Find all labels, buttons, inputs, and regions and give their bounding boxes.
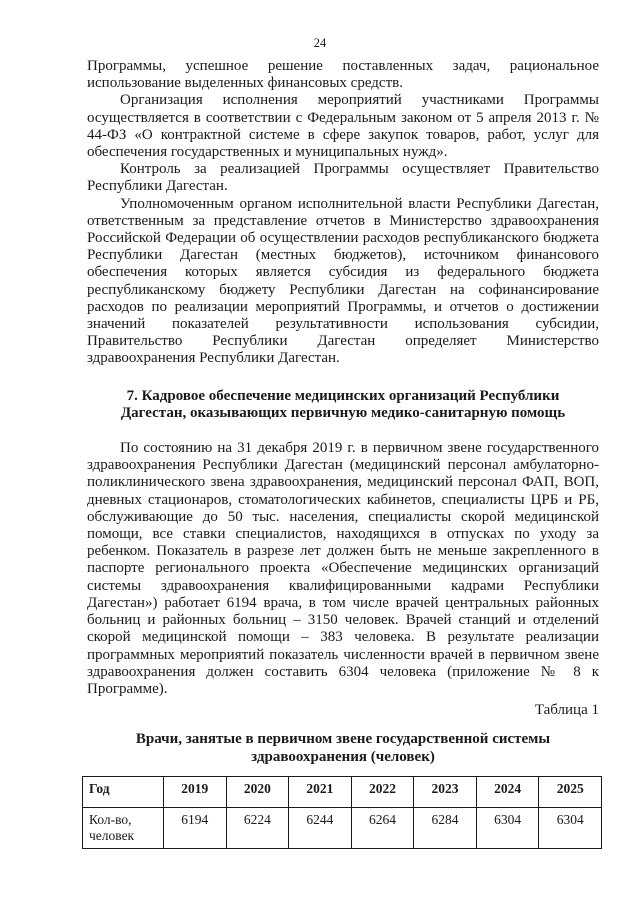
- header-cell: 2025: [539, 776, 602, 807]
- header-cell-year: Год: [83, 776, 164, 807]
- paragraph: Контроль за реализацией Программы осуществляет Правительство Республики Дагестан.: [87, 161, 599, 195]
- value-cell: 6264: [351, 807, 414, 848]
- section-paragraph: По состоянию на 31 декабря 2019 г. в первичном звене государственного здравоохранения Республики Дагестан (медицинский персонал амбулаторно-поликлинического звена здравоохранения, медицинский персонал ФАП, ВОП, дневных стационаров, стоматологических кабинетов, специалисты ЦРБ и РБ, обслуживающие до 50 тыс. населения, специалисты скорой медицинской помощи, все ставки специалистов, находящихся в отпусках по уходу за ребенком. Показатель в разрезе лет должен быть не меньше закрепленного в паспорте регионального проекта «Обеспечение медицинских организаций системы здравоохранения квалифицированными кадрами Республики Дагестан») работает 6194 врача, в том числе врачей центральных районных больниц и районных больниц – 3150 человек. Врачей станций и отделений скорой медицинской помощи – 383 человека. В результате реализации программных мероприятий показатель численности врачей в первичном звене здравоохранения должен составить 6304 человека (приложение № 8 к Программе).: [87, 440, 599, 697]
- header-cell: 2019: [164, 776, 227, 807]
- section-heading: 7. Кадровое обеспечение медицинских организаций Республики Дагестан, оказывающих первичную медико-санитарную помощь: [120, 387, 566, 421]
- value-cell: 6244: [289, 807, 352, 848]
- table-row: [83, 807, 602, 848]
- header-cell: 2020: [226, 776, 289, 807]
- doctors-table: [82, 776, 602, 849]
- page-number: 24: [313, 36, 327, 50]
- header-cell: 2024: [476, 776, 539, 807]
- value-cell: 6194: [164, 807, 227, 848]
- paragraph: Программы, успешное решение поставленных задач, рациональное использование выделенных финансовых средств.: [87, 58, 599, 92]
- table-label: Таблица 1: [534, 702, 599, 719]
- header-cell: 2023: [414, 776, 477, 807]
- value-cell: 6284: [414, 807, 477, 848]
- header-cell: 2021: [289, 776, 352, 807]
- paragraph: Уполномоченным органом исполнительной власти Республики Дагестан, ответственным за представление отчетов в Министерство здравоохранения Российской Федерации об осуществлении расходов республиканского бюджета Республики Дагестан (местных бюджетов), источником финансового обеспечения которых является субсидия из федерального бюджета республиканскому бюджету Республики Дагестан на софинансирование расходов по реализации мероприятий Программы, и отчетов о достижении значений показателей результативности использования субсидии, Правительство Республики Дагестан определяет Министерство здравоохранения Республики Дагестан.: [87, 195, 599, 367]
- table-header-row: [83, 776, 602, 807]
- table-title: Врачи, занятые в первичном звене государственной системы здравоохранения (человек): [135, 731, 551, 765]
- document-body: [87, 58, 599, 849]
- paragraph: Организация исполнения мероприятий участниками Программы осуществляется в соответствии с Федеральным законом от 5 апреля 2013 г. № 44-ФЗ «О контрактной системе в сфере закупок товаров, работ, услуг для обеспечения государственных и муниципальных нужд».: [87, 92, 599, 161]
- header-cell: 2022: [351, 776, 414, 807]
- value-cell: 6304: [476, 807, 539, 848]
- row-label-cell: Кол-во, человек: [83, 807, 164, 848]
- value-cell: 6224: [226, 807, 289, 848]
- value-cell: 6304: [539, 807, 602, 848]
